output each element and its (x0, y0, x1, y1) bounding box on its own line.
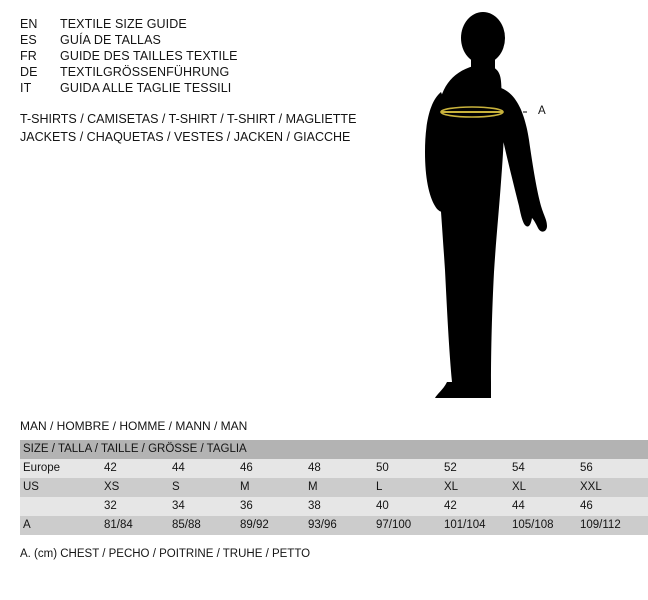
cell: M (308, 478, 376, 497)
cell: 101/104 (444, 516, 512, 535)
language-code: IT (20, 81, 32, 95)
cell: 46 (240, 459, 308, 478)
language-row (20, 80, 360, 96)
cell: 109/112 (580, 516, 648, 535)
row-label: Europe (20, 459, 104, 478)
cell: 34 (172, 497, 240, 516)
cell: 97/100 (376, 516, 444, 535)
cell: M (240, 478, 308, 497)
table-header-row (20, 440, 648, 459)
cell: 42 (444, 497, 512, 516)
cell: 85/88 (172, 516, 240, 535)
garment-line-tshirts: T-SHIRTS / CAMISETAS / T-SHIRT / T-SHIRT / MAGLIETTE (20, 112, 357, 126)
cell: 44 (512, 497, 580, 516)
size-table-block (20, 418, 621, 535)
garment-line-jackets: JACKETS / CHAQUETAS / VESTES / JACKEN / GIACCHE (20, 130, 351, 144)
language-row (20, 16, 360, 32)
cell: 81/84 (104, 516, 172, 535)
language-row (20, 48, 360, 64)
language-list (20, 16, 360, 96)
language-text: TEXTILE SIZE GUIDE (60, 17, 187, 31)
cell: 32 (104, 497, 172, 516)
callout-a-label: A (538, 105, 546, 117)
table-header-label: SIZE / TALLA / TAILLE / GRÖSSE / TAGLIA (20, 440, 648, 459)
cell: XS (104, 478, 172, 497)
cell: 46 (580, 497, 648, 516)
language-code: FR (20, 49, 37, 63)
table-title: MAN / HOMBRE / HOMME / MANN / MAN (20, 419, 248, 433)
cell: L (376, 478, 444, 497)
table-row (20, 478, 648, 497)
cell: 50 (376, 459, 444, 478)
language-text: GUIDA ALLE TAGLIE TESSILI (60, 81, 232, 95)
cell: 36 (240, 497, 308, 516)
language-text: TEXTILGRÖSSENFÜHRUNG (60, 65, 230, 79)
cell: 42 (104, 459, 172, 478)
cell: XXL (580, 478, 648, 497)
cell: XL (444, 478, 512, 497)
cell: 52 (444, 459, 512, 478)
language-row (20, 32, 360, 48)
cell: 44 (172, 459, 240, 478)
cell: 89/92 (240, 516, 308, 535)
cell: 105/108 (512, 516, 580, 535)
cell: 56 (580, 459, 648, 478)
table-row (20, 516, 648, 535)
footnote: A. (cm) CHEST / PECHO / POITRINE / TRUHE / PETTO (20, 548, 311, 560)
table-row (20, 497, 648, 516)
row-label: US (20, 478, 104, 497)
language-text: GUIDE DES TAILLES TEXTILE (60, 49, 238, 63)
cell: 40 (376, 497, 444, 516)
language-code: EN (20, 17, 38, 31)
cell: 38 (308, 497, 376, 516)
row-label: A (20, 516, 104, 535)
cell: 93/96 (308, 516, 376, 535)
row-label (20, 497, 104, 516)
language-code: ES (20, 33, 37, 47)
cell: 48 (308, 459, 376, 478)
language-row (20, 64, 360, 80)
language-code: DE (20, 65, 38, 79)
cell: XL (512, 478, 580, 497)
size-table (20, 440, 648, 535)
garment-categories (20, 110, 420, 146)
silhouette-shape (425, 12, 547, 398)
table-row (20, 459, 648, 478)
cell: S (172, 478, 240, 497)
body-silhouette (395, 10, 595, 410)
cell: 54 (512, 459, 580, 478)
language-text: GUÍA DE TALLAS (60, 33, 161, 47)
